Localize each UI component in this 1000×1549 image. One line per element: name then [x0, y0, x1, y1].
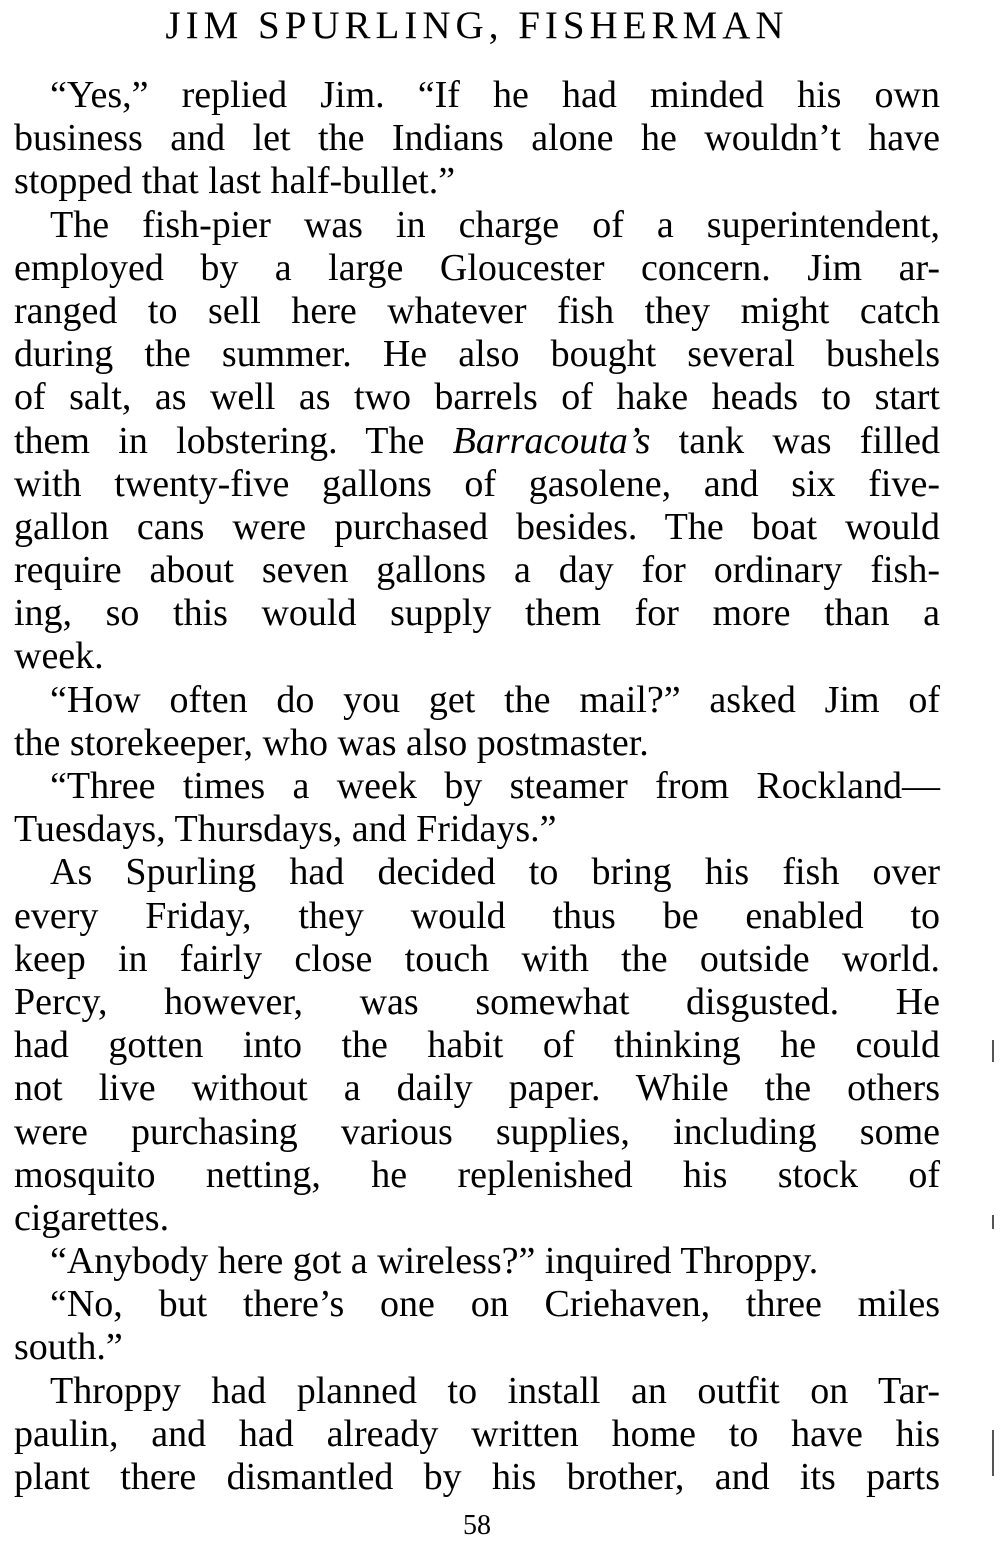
text-line: plant there dismantled by his brother, and its parts — [14, 1456, 940, 1498]
text-line: had gotten into the habit of thinking he could — [14, 1024, 940, 1067]
text-line: south.” — [14, 1326, 123, 1369]
paragraph — [14, 1240, 940, 1283]
paragraph — [14, 765, 940, 851]
page-number: 58 — [463, 1510, 491, 1541]
paragraph — [14, 204, 940, 679]
text-line: with twenty-five gallons of gasolene, and six five- — [14, 462, 940, 505]
margin-scan-mark — [992, 1040, 994, 1062]
text-line: employed by a large Gloucester concern. Jim ar- — [14, 246, 940, 289]
text-line: mosquito netting, he replenished his stock of — [14, 1153, 940, 1196]
text-line: them in lobstering. The Barracouta’s tank was filled — [14, 419, 940, 462]
paragraph — [14, 851, 940, 1240]
text-line: of salt, as well as two barrels of hake heads to start — [14, 376, 940, 419]
text-line: during the summer. He also bought several bushels — [14, 333, 940, 376]
text-line: require about seven gallons a day for ordinary fish- — [14, 549, 940, 592]
text-line: keep in fairly close touch with the outside world. — [14, 937, 940, 980]
text-line: gallon cans were purchased besides. The boat would — [14, 505, 940, 548]
text-line: Throppy had planned to install an outfit on Tar- — [50, 1369, 940, 1412]
ship-name: Barracouta’s — [452, 419, 651, 462]
text-line: As Spurling had decided to bring his fish over — [50, 851, 940, 894]
text-line: “Three times a week by steamer from Rockland— — [50, 765, 940, 807]
text-line: The fish-pier was in charge of a superintendent, — [50, 203, 940, 246]
margin-scan-mark — [992, 1430, 994, 1476]
text-line: “Anybody here got a wireless?” inquired Throppy. — [50, 1240, 819, 1283]
text-line: were purchasing various supplies, including some — [14, 1110, 940, 1153]
text-line: Tuesdays, Thursdays, and Fridays.” — [14, 808, 557, 851]
text-line: every Friday, they would thus be enabled to — [14, 894, 940, 937]
text-line: “How often do you get the mail?” asked Jim of — [50, 678, 940, 721]
text-line: “Yes,” replied Jim. “If he had minded his own — [50, 74, 940, 116]
book-page — [14, 0, 940, 1549]
paragraph — [14, 74, 940, 204]
text-line: business and let the Indians alone he wouldn’t have — [14, 117, 940, 160]
text-line: Percy, however, was somewhat disgusted. He — [14, 980, 940, 1023]
text-line: ranged to sell here whatever fish they might catch — [14, 289, 940, 332]
margin-scan-mark — [992, 1215, 994, 1229]
text-line: not live without a daily paper. While the others — [14, 1067, 940, 1110]
body-text — [14, 74, 940, 1499]
text-line: week. — [14, 635, 104, 678]
paragraph — [14, 1370, 940, 1500]
text-line: “No, but there’s one on Criehaven, three miles — [50, 1283, 940, 1326]
text-line: paulin, and had already written home to have his — [14, 1412, 940, 1455]
text-line: the storekeeper, who was also postmaster. — [14, 721, 649, 764]
running-header: JIM SPURLING, FISHERMAN — [165, 4, 789, 47]
text-line: stopped that last half-bullet.” — [14, 160, 456, 203]
text-line: ing, so this would supply them for more than a — [14, 592, 940, 635]
text-line: cigarettes. — [14, 1196, 170, 1239]
paragraph — [14, 1283, 940, 1369]
paragraph — [14, 679, 940, 765]
